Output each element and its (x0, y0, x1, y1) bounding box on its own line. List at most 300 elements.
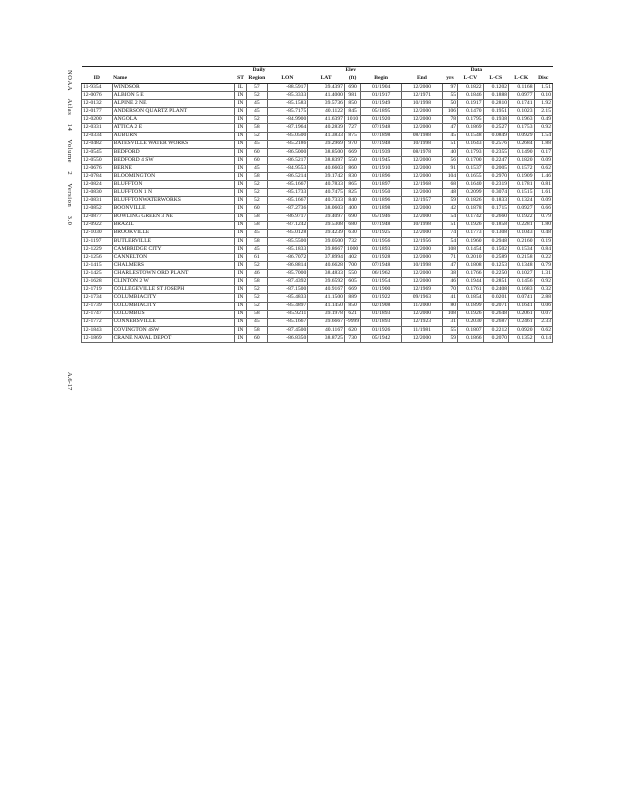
cell-name: CANNELTON (112, 253, 234, 261)
cell-lcv: 0.1822 (458, 84, 483, 92)
cell-state: IN (234, 132, 246, 140)
cell-years: 54 (442, 213, 457, 221)
cell-years: 50 (442, 100, 457, 108)
cell-disc: 0.92 (534, 124, 552, 132)
cell-state: IN (234, 92, 246, 100)
table-row (82, 310, 553, 318)
cell-region: 58 (247, 173, 267, 181)
cell-lcs: 0.2810 (483, 100, 508, 108)
cell-id: 12-1415 (82, 262, 113, 270)
cell-lat: 39.8667 (308, 245, 345, 253)
cell-lcs: 0.2250 (483, 270, 508, 278)
table-row (82, 205, 553, 213)
cell-lck: 0.1534 (509, 245, 534, 253)
header-lck: L-CK (509, 75, 534, 84)
cell-id: 12-1229 (82, 245, 113, 253)
cell-state: IN (234, 213, 246, 221)
cell-lcv: 0.1643 (458, 140, 483, 148)
cell-lck: 0.1027 (509, 270, 534, 278)
cell-disc: 0.49 (534, 116, 552, 124)
table-row (82, 245, 553, 253)
cell-lon: -86.5214 (267, 173, 308, 181)
table-row (82, 286, 553, 294)
cell-lcs: 0.1502 (483, 245, 508, 253)
cell-lcv: 0.1742 (458, 213, 483, 221)
cell-lon: -86.5000 (267, 148, 308, 156)
cell-state: IN (234, 205, 246, 213)
cell-begin: 01/1950 (361, 189, 402, 197)
cell-region: 58 (247, 213, 267, 221)
cell-lon: -85.5500 (267, 237, 308, 245)
running-header-text: NOAA Atlas 14 Volume 2 Version 3.0 (66, 70, 73, 226)
cell-end: 12/2000 (402, 164, 443, 172)
cell-begin: 06/1962 (361, 270, 402, 278)
cell-lck: 0.1023 (509, 108, 534, 116)
cell-lck: 0.0741 (509, 294, 534, 302)
cell-lat: 38.0603 (308, 205, 345, 213)
cell-lat: 38.8397 (308, 156, 345, 164)
cell-end: 10/1998 (402, 221, 443, 229)
cell-elev: 850 (344, 100, 360, 108)
cell-lon: -86.8814 (267, 262, 308, 270)
cell-elev: 690 (344, 84, 360, 92)
cell-elev: 981 (344, 92, 360, 100)
cell-id: 12-1030 (82, 229, 113, 237)
cell-begin: 07/1948 (361, 221, 402, 229)
cell-name: CAMBRIDGE CITY (112, 245, 234, 253)
cell-region: 46 (247, 270, 267, 278)
cell-id: 12-0545 (82, 148, 113, 156)
table-row (82, 124, 553, 132)
cell-lcs: 0.2247 (483, 156, 508, 164)
cell-state: IN (234, 334, 246, 342)
cell-lon: -85.4833 (267, 294, 308, 302)
cell-id: 12-1747 (82, 310, 113, 318)
cell-lcs: 0.2948 (483, 237, 508, 245)
cell-lcv: 0.1846 (458, 92, 483, 100)
cell-lat: 40.6628 (308, 262, 345, 270)
cell-lcs: 0.0849 (483, 132, 508, 140)
cell-end: 12/2000 (402, 334, 443, 342)
cell-elev: 550 (344, 156, 360, 164)
cell-end: 09/1963 (402, 294, 443, 302)
cell-years: 45 (442, 132, 457, 140)
cell-id: 12-0550 (82, 156, 113, 164)
cell-lat: 39.4097 (308, 213, 345, 221)
cell-lck: 0.1515 (509, 189, 534, 197)
cell-end: 12/2000 (402, 205, 443, 213)
cell-lon: -85.1583 (267, 100, 308, 108)
cell-name: ANGOLA (112, 116, 234, 124)
cell-lat: 40.1167 (308, 326, 345, 334)
cell-disc: 0.66 (534, 205, 552, 213)
cell-region: 52 (247, 116, 267, 124)
cell-lcv: 0.2030 (458, 318, 483, 326)
table-row (82, 92, 553, 100)
cell-state: IN (234, 310, 246, 318)
cell-years: 47 (442, 124, 457, 132)
cell-begin: 01/1910 (361, 164, 402, 172)
table-header (82, 67, 553, 84)
cell-end: 12/2000 (402, 270, 443, 278)
cell-lat: 41.6397 (308, 116, 345, 124)
cell-lck: 0.1168 (509, 84, 534, 92)
cell-lat: 38.4833 (308, 270, 345, 278)
cell-lck: 0.1781 (509, 181, 534, 189)
cell-lon: -86.7072 (267, 253, 308, 261)
cell-lat: 39.5308 (308, 221, 345, 229)
cell-years: 47 (442, 262, 457, 270)
cell-state: IN (234, 318, 246, 326)
cell-lon: -87.1242 (267, 221, 308, 229)
cell-id: 12-0334 (82, 132, 113, 140)
cell-lcs: 0.2070 (483, 334, 508, 342)
cell-id: 12-0132 (82, 100, 113, 108)
cell-id: 12-0676 (82, 164, 113, 172)
cell-name: BLUFFTONWATERWORKS (112, 197, 234, 205)
cell-lcv: 0.1773 (458, 229, 483, 237)
cell-id: 12-0830 (82, 189, 113, 197)
cell-lcs: 0.1833 (483, 197, 508, 205)
table-row (82, 108, 553, 116)
cell-disc: 0.92 (534, 278, 552, 286)
cell-region: 61 (247, 253, 267, 261)
cell-lck: 0.1348 (509, 262, 534, 270)
cell-state: IN (234, 124, 246, 132)
cell-lcs: 0.1951 (483, 108, 508, 116)
cell-disc: 0.62 (534, 164, 552, 172)
table-row (82, 100, 553, 108)
table-row (82, 116, 553, 124)
cell-lcv: 0.1793 (458, 148, 483, 156)
cell-disc: 1.46 (534, 173, 552, 181)
cell-lcv: 0.1866 (458, 334, 483, 342)
cell-id: 12-0877 (82, 213, 113, 221)
cell-name: BLOOMINGTON (112, 173, 234, 181)
table-row (82, 229, 553, 237)
cell-lon: -88.5917 (267, 84, 308, 92)
cell-elev: 830 (344, 173, 360, 181)
cell-lat: 41.3833 (308, 132, 345, 140)
table-row (82, 318, 553, 326)
cell-years: 56 (442, 156, 457, 164)
cell-name: COVINGTON 4SW (112, 326, 234, 334)
cell-end: 12/1957 (402, 197, 443, 205)
cell-name: ALPINE 2 NE (112, 100, 234, 108)
cell-name: BERNE (112, 164, 234, 172)
cell-lcs: 0.2589 (483, 253, 508, 261)
cell-region: 52 (247, 181, 267, 189)
cell-elev: -9999 (346, 318, 360, 325)
cell-name: ALBION 5 E (112, 92, 234, 100)
cell-lcv: 0.1960 (458, 237, 483, 245)
cell-begin: 01/1904 (361, 84, 402, 92)
cell-region: 45 (247, 318, 267, 326)
cell-lon: -87.1500 (267, 286, 308, 294)
cell-name: ANDERSON QUARTZ PLANT (112, 108, 234, 116)
header-lcv: L-CV (458, 75, 483, 84)
cell-end: 10/1998 (402, 262, 443, 270)
cell-lon: -85.9211 (267, 310, 308, 318)
cell-lcv: 0.1869 (458, 124, 483, 132)
cell-end: 12/1968 (402, 181, 443, 189)
cell-elev: 1000 (344, 245, 360, 253)
cell-lck: 0.1963 (509, 116, 534, 124)
cell-end: 12/2000 (402, 173, 443, 181)
cell-name: BOWLING GREEN 3 NE (112, 213, 234, 221)
cell-lcs: 0.1715 (483, 205, 508, 213)
cell-state: IN (234, 302, 246, 310)
cell-lcs: 0.2970 (483, 173, 508, 181)
cell-end: 12/1956 (402, 237, 443, 245)
cell-disc: 1.54 (534, 132, 552, 140)
cell-lcv: 0.1854 (458, 294, 483, 302)
cell-begin: 01/1896 (361, 173, 402, 181)
cell-lck: 0.1641 (509, 302, 534, 310)
cell-elev: 669 (344, 148, 360, 156)
cell-state: IL (234, 84, 246, 92)
table-row (82, 302, 553, 310)
cell-id: 12-0200 (82, 116, 113, 124)
header-data: Data (442, 67, 483, 76)
cell-lon: -86.8350 (267, 334, 308, 342)
table-row (82, 132, 553, 140)
table-row (82, 213, 553, 221)
cell-begin: 07/1948 (361, 140, 402, 148)
cell-lcs: 0.1858 (483, 221, 508, 229)
cell-region: 60 (247, 148, 267, 156)
cell-lon: -85.4897 (267, 302, 308, 310)
cell-name: CLINTON 2 W (112, 278, 234, 286)
cell-region: 58 (247, 124, 267, 132)
cell-begin: 01/1893 (361, 310, 402, 318)
cell-elev: 850 (344, 302, 360, 310)
cell-lat: 40.7475 (308, 189, 345, 197)
table-row (82, 253, 553, 261)
cell-elev: 875 (344, 132, 360, 140)
cell-lat: 41.4000 (308, 92, 345, 100)
cell-elev: 970 (344, 140, 360, 148)
cell-begin: 07/1948 (361, 262, 402, 270)
cell-region: 52 (247, 262, 267, 270)
cell-elev: 727 (344, 124, 360, 132)
station-table (81, 66, 553, 343)
cell-lat: 38.8725 (308, 334, 345, 342)
cell-disc: 0.81 (534, 181, 552, 189)
cell-lat: 39.6667 (308, 318, 345, 326)
cell-state: IN (234, 181, 246, 189)
cell-lat: 40.1122 (308, 108, 345, 116)
cell-id: 12-1739 (82, 302, 113, 310)
cell-years: 48 (442, 189, 457, 197)
cell-elev: 1010 (344, 116, 360, 124)
cell-lat: 38.8500 (308, 148, 345, 156)
cell-begin: 01/1898 (361, 205, 402, 213)
cell-state: IN (234, 229, 246, 237)
cell-lck: 0.2061 (509, 310, 534, 318)
cell-lcv: 0.1470 (458, 108, 483, 116)
header-elev: Elev (344, 67, 401, 76)
cell-lcv: 0.1548 (458, 132, 483, 140)
cell-id: 12-0784 (82, 173, 113, 181)
cell-elev: 690 (344, 213, 360, 221)
header-region: Region (247, 75, 267, 84)
cell-lon: -85.0128 (267, 229, 308, 237)
cell-end: 12/2000 (402, 124, 443, 132)
table-row (82, 181, 553, 189)
cell-years: 59 (442, 197, 457, 205)
cell-elev: 865 (344, 181, 360, 189)
cell-lcs: 0.1938 (483, 116, 508, 124)
cell-region: 52 (247, 302, 267, 310)
cell-lon: -87.2736 (267, 205, 308, 213)
cell-elev: 669 (344, 286, 360, 294)
cell-name: BATESVILLE WATER WORKS (112, 140, 234, 148)
cell-disc: 1.31 (534, 270, 552, 278)
cell-name: AUBURN (112, 132, 234, 140)
cell-lcv: 0.1795 (458, 116, 483, 124)
cell-years: 38 (442, 270, 457, 278)
table-row (82, 164, 553, 172)
cell-end: 12/2000 (402, 84, 443, 92)
cell-name: BOONVILLE (112, 205, 234, 213)
cell-elev: 630 (344, 229, 360, 237)
cell-elev: 605 (344, 278, 360, 286)
cell-id: 12-1256 (82, 253, 113, 261)
table-row (82, 262, 553, 270)
table-row (82, 270, 553, 278)
cell-lon: -87.4392 (267, 278, 308, 286)
cell-years: 31 (442, 318, 457, 326)
cell-name: CONNERSVILLE (112, 318, 234, 326)
header-end: End (402, 75, 443, 84)
cell-lcv: 0.1808 (458, 262, 483, 270)
cell-name: BUTLERVILLE (112, 237, 234, 245)
cell-name: COLUMBUS (112, 310, 234, 318)
cell-elev: 889 (344, 294, 360, 302)
cell-id: 12-0177 (82, 108, 113, 116)
page-number (63, 372, 75, 402)
cell-disc: 0.09 (534, 156, 552, 164)
cell-lcv: 0.1899 (458, 302, 483, 310)
cell-lcs: 0.1202 (483, 84, 508, 92)
cell-lon: -85.1667 (267, 197, 308, 205)
cell-years: 68 (442, 181, 457, 189)
cell-lcv: 0.2010 (458, 253, 483, 261)
table-row (82, 237, 553, 245)
cell-id: 12-1734 (82, 294, 113, 302)
cell-lcv: 0.1807 (458, 326, 483, 334)
cell-elev: 700 (344, 262, 360, 270)
cell-state: IN (234, 326, 246, 334)
cell-begin: 01/1939 (361, 148, 402, 156)
cell-lck: 0.2281 (509, 221, 534, 229)
cell-id: 12-0482 (82, 140, 113, 148)
cell-years: 42 (442, 205, 457, 213)
cell-id: 11-9354 (82, 84, 113, 92)
cell-state: IN (234, 140, 246, 148)
cell-years: 40 (442, 148, 457, 156)
cell-lon: -85.7000 (267, 270, 308, 278)
cell-lck: 0.0929 (509, 132, 534, 140)
cell-years: 55 (442, 326, 457, 334)
table-row (82, 197, 553, 205)
cell-begin: 07/1948 (361, 124, 402, 132)
cell-region: 60 (247, 334, 267, 342)
cell-years: 78 (442, 116, 457, 124)
cell-lcs: 0.2687 (483, 318, 508, 326)
cell-lcs: 0.2660 (483, 213, 508, 221)
cell-region: 45 (247, 108, 267, 116)
cell-region: 58 (247, 278, 267, 286)
cell-begin: 05/1942 (361, 334, 402, 342)
cell-id: 12-0824 (82, 181, 113, 189)
cell-lat: 39.0500 (308, 237, 345, 245)
cell-lon: -85.3333 (267, 92, 308, 100)
cell-lon: -87.1964 (267, 124, 308, 132)
table-row (82, 84, 553, 92)
cell-lat: 40.7833 (308, 181, 345, 189)
cell-lcs: 0.2319 (483, 181, 508, 189)
cell-state: IN (234, 164, 246, 172)
cell-name: CRANE NAVAL DEPOT (112, 334, 234, 342)
cell-lcs: 0.2071 (483, 302, 508, 310)
cell-disc: 2.88 (534, 294, 552, 302)
cell-name: BLUFFTON (112, 181, 234, 189)
table-row (82, 148, 553, 156)
cell-lcs: 0.2527 (483, 124, 508, 132)
cell-lcs: 0.1888 (483, 92, 508, 100)
cell-end: 12/2000 (402, 108, 443, 116)
cell-name: COLLEGEVILLE ST JOSEPH (112, 286, 234, 294)
cell-begin: 01/1893 (361, 245, 402, 253)
cell-lat: 39.1978 (308, 310, 345, 318)
cell-end: 12/2000 (402, 245, 443, 253)
cell-name: WINDSOR (112, 84, 234, 92)
cell-begin: 02/1908 (361, 302, 402, 310)
cell-name: BEDFORD 4 SW (112, 156, 234, 164)
cell-name: COLUMBIACITY (112, 294, 234, 302)
cell-name: ATTICA 2 E (112, 124, 234, 132)
cell-years: 106 (442, 108, 457, 116)
cell-lcv: 0.1537 (458, 164, 483, 172)
cell-end: 12/1969 (402, 286, 443, 294)
cell-id: 12-0076 (82, 92, 113, 100)
cell-lon: -85.1667 (267, 318, 308, 326)
header-st: ST (234, 75, 246, 84)
cell-name: BEDFORD (112, 148, 234, 156)
cell-years: 108 (442, 310, 457, 318)
cell-lcs: 0.1308 (483, 229, 508, 237)
cell-lck: 0.1820 (509, 156, 534, 164)
cell-lat: 40.2839 (308, 124, 345, 132)
cell-disc: 0.06 (534, 302, 552, 310)
cell-lck: 0.0920 (509, 326, 534, 334)
cell-state: IN (234, 156, 246, 164)
cell-lcv: 0.1944 (458, 278, 483, 286)
cell-lcs: 0.2648 (483, 310, 508, 318)
cell-begin: 01/1917 (361, 92, 402, 100)
cell-id: 12-0852 (82, 205, 113, 213)
running-header (63, 70, 75, 226)
table-row (82, 140, 553, 148)
cell-elev: 730 (344, 334, 360, 342)
cell-state: IN (234, 108, 246, 116)
cell-years: 108 (442, 245, 457, 253)
header-lat: LAT (308, 75, 345, 84)
cell-years: 80 (442, 302, 457, 310)
page-number-text: A.6-17 (66, 372, 73, 391)
